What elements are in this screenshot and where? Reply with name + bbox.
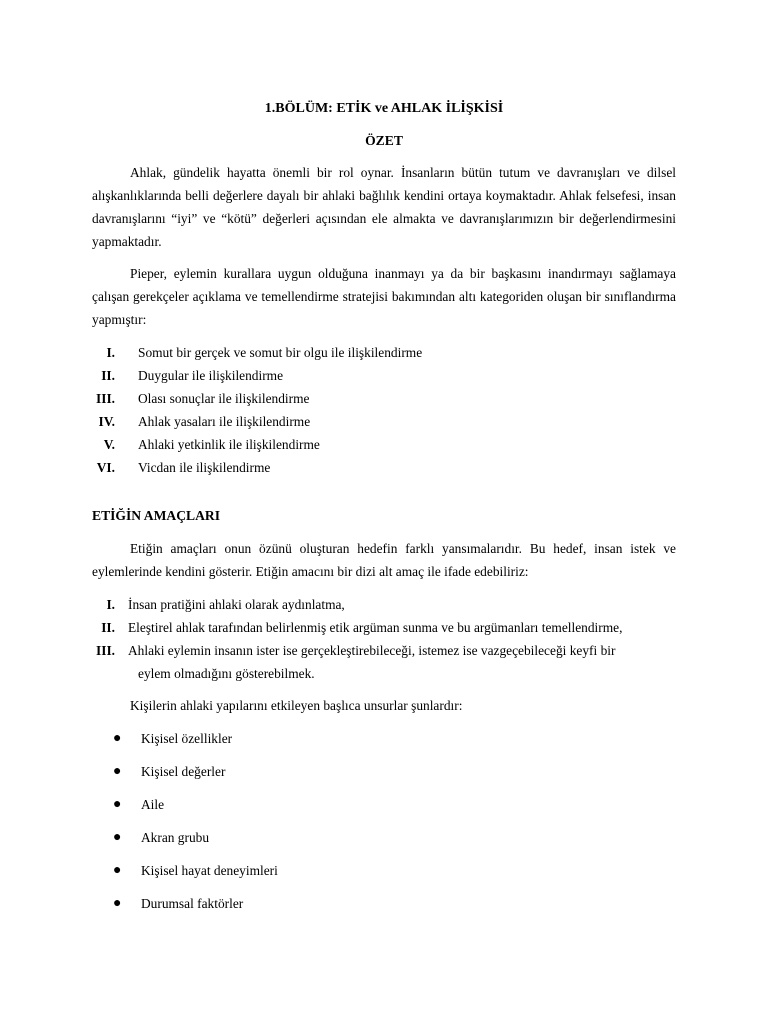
list-item [92, 894, 676, 927]
list-item [92, 828, 676, 861]
item-number: VI. [96, 460, 115, 475]
list-item [92, 795, 676, 828]
list-item [92, 616, 676, 639]
factors-list [92, 729, 676, 927]
list-item [92, 341, 676, 364]
item-number: I. [106, 345, 115, 360]
document-page [92, 0, 676, 1024]
item-number: II. [101, 368, 115, 383]
chapter-title: 1.BÖLÜM: ETİK ve AHLAK İLİŞKİSİ [264, 101, 504, 116]
list-item [92, 639, 676, 685]
item-number: III. [96, 643, 115, 658]
list-item [92, 410, 676, 433]
item-text: Durumsal faktörler [141, 896, 244, 911]
item-text: Akran grubu [141, 830, 210, 845]
item-number: IV. [98, 414, 115, 429]
bullet-icon: ● [113, 830, 122, 845]
item-number: II. [101, 620, 115, 635]
list-item [92, 433, 676, 456]
item-text: Somut bir gerçek ve somut bir olgu ile ilişkilendirme [138, 345, 423, 360]
paragraph-intro: Ahlak, gündelik hayatta önemli bir rol oynar. İnsanların bütün tutum ve davranışları ve dilsel alışkanlıklarında belli değerlere dayalı bir ahlaki bağlılık kendini ortaya koymaktadır. Ahlak felsefesi, insan davranışlarını “iyi” ve “kötü” değerleri açısından ele almakta ve davranışlarımızın bir değerlendirmesini yapmaktadır. [92, 165, 676, 249]
item-text: Duygular ile ilişkilendirme [138, 368, 284, 383]
bullet-icon: ● [113, 764, 122, 779]
item-text: İnsan pratiğini ahlaki olarak aydınlatma, [128, 597, 345, 612]
item-text: Kişisel özellikler [141, 731, 233, 746]
item-number: V. [103, 437, 115, 452]
item-text: Vicdan ile ilişkilendirme [138, 460, 271, 475]
item-text: Olası sonuçlar ile ilişkilendirme [138, 391, 310, 406]
item-number: III. [96, 391, 115, 406]
list-item [92, 729, 676, 762]
item-text: Ahlaki yetkinlik ile ilişkilendirme [138, 437, 320, 452]
paragraph-factors: Kişilerin ahlaki yapılarını etkileyen başlıca unsurlar şunlardır: [130, 698, 463, 713]
item-text: Kişisel değerler [141, 764, 226, 779]
category-list [92, 341, 676, 479]
paragraph-aims: Etiğin amaçları onun özünü oluşturan hedefin farklı yansımalarıdır. Bu hedef, insan istek ve eylemlerinde kendini gösterir. Etiğin amacını bir dizi alt amaç ile ifade edebiliriz: [92, 541, 676, 579]
item-text: Kişisel hayat deneyimleri [141, 863, 278, 878]
item-text: Ahlak yasaları ile ilişkilendirme [138, 414, 311, 429]
item-text: Ahlaki eylemin insanın ister ise gerçekleştirebileceği, istemez ise vazgeçebileceği keyfi bir [128, 643, 616, 658]
bullet-icon: ● [113, 797, 122, 812]
list-item [92, 762, 676, 795]
summary-heading: ÖZET [365, 133, 403, 148]
section-heading: ETİĞİN AMAÇLARI [92, 508, 221, 523]
aims-list [92, 593, 676, 685]
list-item [92, 861, 676, 894]
bullet-icon: ● [113, 731, 122, 746]
item-text: Eleştirel ahlak tarafından belirlenmiş etik argüman sunma ve bu argümanları temellendirme, [128, 620, 623, 635]
bullet-icon: ● [113, 896, 122, 911]
item-number: I. [106, 597, 115, 612]
list-item [92, 456, 676, 479]
bullet-icon: ● [113, 863, 122, 878]
list-item [92, 387, 676, 410]
list-item [92, 593, 676, 616]
item-text-continuation: eylem olmadığını gösterebilmek. [138, 666, 315, 681]
list-item [92, 364, 676, 387]
paragraph-pieper: Pieper, eylemin kurallara uygun olduğuna inanmayı ya da bir başkasını inandırmayı sağlamaya çalışan gerekçeler açıklama ve temellendirme stratejisi bakımından altı kategoriden oluşan bir sınıflandırma yapmıştır: [92, 266, 676, 327]
item-text: Aile [141, 797, 165, 812]
